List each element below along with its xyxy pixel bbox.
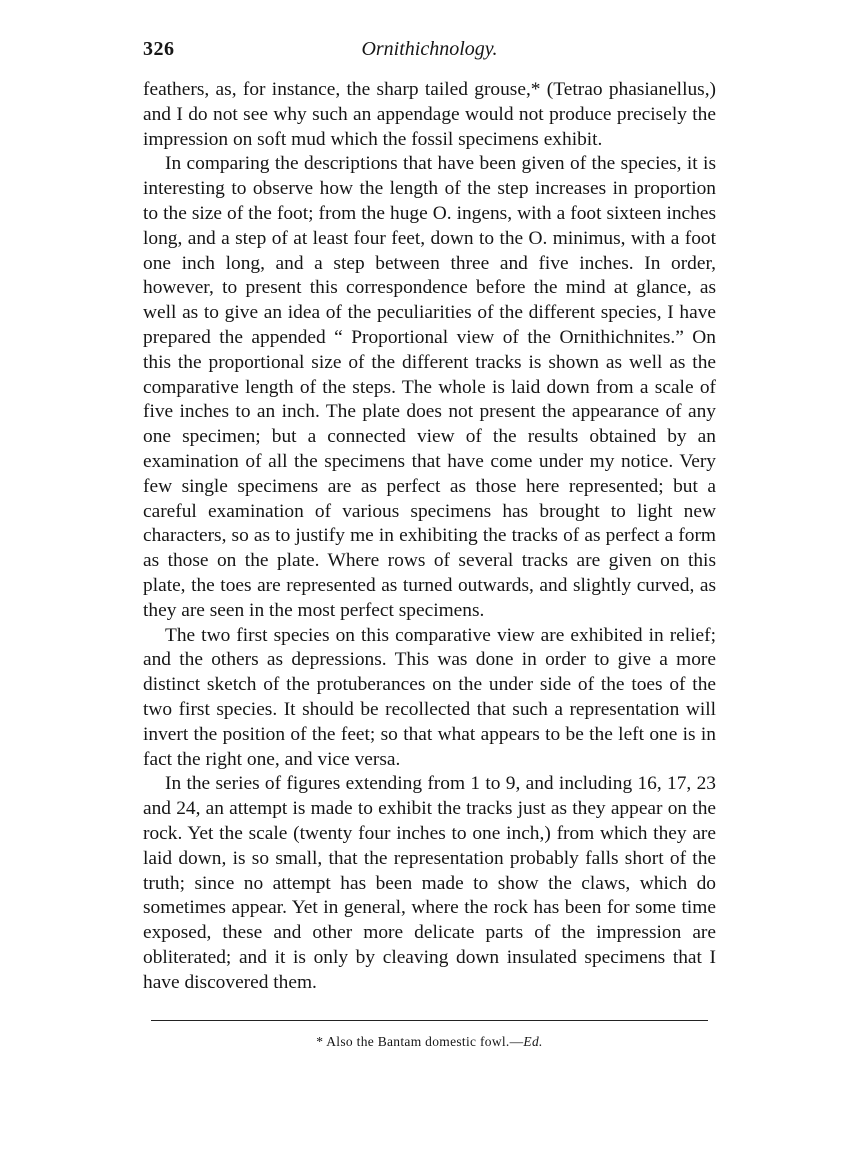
page-header [143, 38, 716, 72]
footnote-divider [151, 1020, 708, 1021]
paragraph-2: In comparing the descriptions that have been given of the species, it is interesting to observe how the length of the step increases in proportion to the size of the foot; from the huge O. ingens, with a foot sixteen inches long, and a step of at least four feet, down to the O. minimus, with a foot one inch long, and a step between three and five inches. In order, however, to present this correspondence before the mind at glance, as well as to give an idea of the peculiarities of the different species, I have prepared the appended “ Proportional view of the Ornithichnites.” On this the proportional size of the different tracks is shown as well as the comparative length of the steps. The whole is laid down from a scale of five inches to an inch. The plate does not present the appearance of any one specimen; but a connected view of the results obtained by an examination of all the specimens that have come under my notice. Very few single specimens are as perfect as those here represented; but a careful examination of various specimens has brought to light new characters, so as to justify me in exhibiting the tracks of as perfect a form as those on the plate. Where rows of several tracks are given on this plate, the toes are represented as turned outwards, and slightly curved, as they are seen in the most perfect specimens. [143, 153, 716, 621]
footnote-text: * Also the Bantam domestic fowl.— [316, 1034, 524, 1050]
footnote [143, 1034, 716, 1050]
page-number: 326 [143, 38, 175, 60]
body-text [143, 78, 716, 995]
paragraph-4: In the series of figures extending from 1 to 9, and including 16, 17, 23 and 24, an attempt is made to exhibit the tracks just as they appear on the rock. Yet the scale (twenty four inches to one inch,) from which they are laid down, is so small, that the representation probably falls short of the truth; since no attempt has been made to show the claws, which do sometimes appear. Yet in general, where the rock has been for some time exposed, these and other more delicate parts of the impression are obliterated; and it is only by cleaving down insulated specimens that I have discovered them. [143, 773, 716, 993]
paragraph-1: feathers, as, for instance, the sharp tailed grouse,* (Tetrao phasianellus,) and I do not see why such an appendage would not produce precisely the impression on soft mud which the fossil specimens exhibit. [143, 79, 716, 150]
running-title: Ornithichnology. [361, 38, 498, 60]
footnote-editor: Ed. [523, 1034, 543, 1050]
paragraph-3: The two first species on this comparative view are exhibited in relief; and the others as depressions. This was done in order to give a more distinct sketch of the protuberances on the under side of the toes of the two first species. It should be recollected that such a representation will invert the position of the feet; so that what appears to be the left one is in fact the right one, and vice versa. [143, 624, 716, 770]
book-page [143, 38, 716, 1050]
